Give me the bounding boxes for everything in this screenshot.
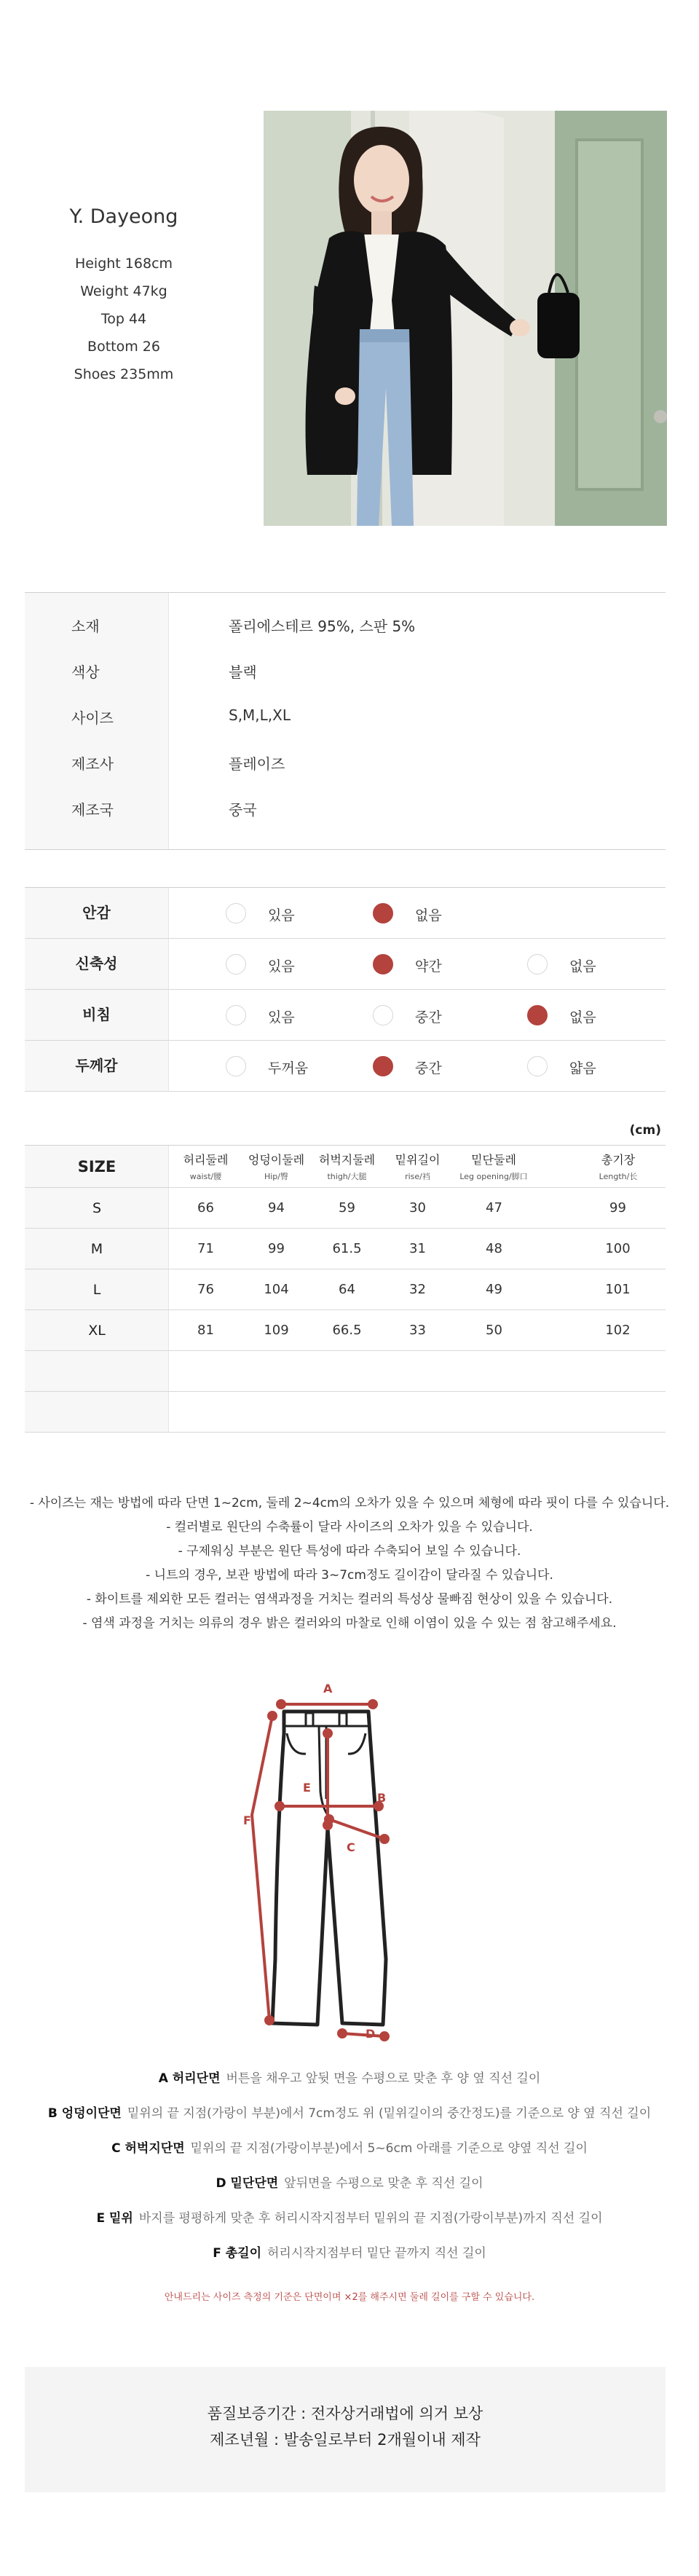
measurement-legend (0, 2061, 699, 2271)
info-label: 소재 (71, 618, 100, 635)
legend-key: D 밑단단면 (216, 2176, 279, 2191)
size-unit: (cm) (629, 1123, 661, 1138)
note-line: - 컬러별로 원단의 수축률이 달라 사이즈의 오차가 있을 수 있습니다. (166, 1520, 533, 1535)
legend-key: E 밑위 (96, 2211, 133, 2226)
info-row-material (25, 602, 666, 647)
note-line: - 구제워싱 부분은 원단 특성에 따라 수축되어 보일 수 있습니다. (178, 1544, 521, 1559)
legend-item-b (0, 2096, 699, 2131)
size-value: 50 (486, 1323, 502, 1338)
size-value: 99 (268, 1241, 285, 1256)
model-weight: Weight 47kg (80, 283, 167, 299)
column-header-rise (382, 1146, 453, 1187)
size-row-empty (25, 1351, 666, 1392)
prop-label: 안감 (25, 888, 169, 938)
option-label: 두꺼움 (268, 1060, 309, 1076)
prop-row-sheerness (25, 990, 666, 1041)
size-value: 76 (197, 1282, 214, 1297)
option-label: 얇음 (569, 1060, 596, 1076)
legend-text: 밑위의 끝 지점(가랑이 부분)에서 7cm정도 위 (밑위길이의 중간정도)를 기준으로 양 옆 직선 길이 (127, 2106, 652, 2121)
model-shoes: Shoes 235mm (74, 366, 174, 382)
radio-dot-selected (527, 1005, 548, 1025)
option-label: 없음 (415, 907, 442, 923)
radio-dot (226, 903, 246, 923)
size-value: 104 (264, 1282, 289, 1297)
size-value: 109 (264, 1323, 289, 1338)
column-header-hip (241, 1146, 312, 1187)
column-subtitle: Hip/臀 (264, 1172, 289, 1181)
prop-row-thickness (25, 1041, 666, 1092)
size-cell-bg (25, 1351, 169, 1391)
radio-dot (226, 1056, 246, 1076)
model-bottom: Bottom 26 (87, 339, 160, 355)
size-value: 30 (409, 1200, 426, 1216)
column-title: 총기장 (601, 1153, 636, 1167)
legend-text: 밑위의 끝 지점(가랑이부분)에서 5~6cm 아래를 기준으로 양옆 직선 길이 (190, 2141, 588, 2156)
legend-item-a (0, 2061, 699, 2096)
option-label: 중간 (415, 1009, 442, 1025)
product-properties-table (25, 887, 666, 1091)
letter-b: B (377, 1791, 387, 1805)
size-value: 66 (197, 1200, 214, 1216)
size-row-m (25, 1229, 666, 1269)
column-header-waist (170, 1146, 241, 1187)
column-subtitle: thigh/大腿 (327, 1172, 367, 1181)
info-label: 색상 (71, 663, 100, 681)
size-value: 66.5 (332, 1323, 362, 1338)
size-value: 64 (339, 1282, 355, 1297)
note-line: - 염색 과정을 거치는 의류의 경우 밝은 컬러와의 마찰로 인해 이염이 있을 수 있는 점 참고해주세요. (82, 1616, 617, 1631)
size-value: 81 (197, 1323, 214, 1338)
column-title: 엉덩이둘레 (248, 1153, 305, 1167)
column-title: 밑위길이 (395, 1153, 441, 1167)
radio-dot (527, 954, 548, 974)
model-height: Height 168cm (74, 256, 173, 272)
size-value: 31 (409, 1241, 426, 1256)
model-info (44, 205, 204, 388)
size-row-s (25, 1188, 666, 1229)
note-line: - 화이트를 제외한 모든 컬러는 염색과정을 거치는 컬러의 특성상 물빠짐 현상이 있을 수 있습니다. (86, 1592, 613, 1607)
model-name: Y. Dayeong (69, 205, 178, 228)
size-value: 33 (409, 1323, 426, 1338)
model-section (0, 111, 699, 533)
column-subtitle: waist/腰 (189, 1172, 222, 1181)
legend-item-e (0, 2201, 699, 2236)
option-label: 없음 (569, 958, 596, 974)
radio-dot (527, 1056, 548, 1076)
info-value: 폴리에스테르 95%, 스판 5% (229, 618, 416, 635)
legend-text: 앞뒤면을 수평으로 맞춘 후 직선 길이 (284, 2176, 483, 2191)
info-row-size (25, 693, 666, 739)
legend-text: 버튼을 채우고 앞뒷 면을 수평으로 맞춘 후 양 옆 직선 길이 (226, 2071, 541, 2086)
size-value: 49 (486, 1282, 502, 1297)
size-row-xl (25, 1310, 666, 1351)
letter-d: D (366, 2027, 376, 2041)
radio-dot (373, 1005, 393, 1025)
pants-diagram (211, 1653, 488, 2047)
prop-label: 신축성 (25, 939, 169, 989)
column-title: 밑단둘레 (471, 1153, 516, 1167)
radio-dot (226, 954, 246, 974)
size-label: S (92, 1200, 102, 1216)
warranty-footer (25, 2367, 666, 2492)
model-top: Top 44 (100, 311, 147, 327)
size-value: 61.5 (332, 1241, 362, 1256)
size-value: 94 (268, 1200, 285, 1216)
legend-text: 바지를 평평하게 맞춘 후 허리시작지점부터 밑위의 끝 지점(가랑이부분)까지 직선 길이 (138, 2211, 603, 2226)
size-value: 59 (339, 1200, 355, 1216)
option-label: 있음 (268, 907, 295, 923)
size-value: 47 (486, 1200, 502, 1216)
size-label: L (92, 1282, 101, 1298)
size-row-l (25, 1269, 666, 1310)
column-header-leg-opening (453, 1146, 534, 1187)
column-header-thigh (312, 1146, 382, 1187)
note-line: - 사이즈는 재는 방법에 따라 단면 1~2cm, 둘레 2~4cm의 오차가 있을 수 있으며 체형에 따라 핏이 다를 수 있습니다. (29, 1496, 670, 1510)
radio-dot-selected (373, 903, 393, 923)
info-value: 블랙 (229, 663, 257, 681)
option-label: 약간 (415, 958, 442, 974)
size-table-header (25, 1146, 666, 1188)
prop-label: 비침 (25, 990, 169, 1040)
radio-dot-selected (373, 1056, 393, 1076)
legend-item-c (0, 2131, 699, 2166)
size-notes (0, 1492, 699, 1636)
option-label: 있음 (268, 958, 295, 974)
prop-label: 두께감 (25, 1041, 169, 1091)
manufacture-date: 제조년월 : 발송일로부터 2개월이내 제작 (210, 2431, 481, 2449)
column-subtitle: Length/长 (599, 1172, 638, 1181)
note-line: - 니트의 경우, 보관 방법에 따라 3~7cm정도 길이감이 달라질 수 있습니다. (146, 1568, 553, 1583)
column-title: 허리둘레 (183, 1153, 229, 1167)
column-title: 허벅지둘레 (318, 1153, 376, 1167)
size-header-label: SIZE (77, 1158, 116, 1175)
info-label: 제조사 (71, 755, 114, 773)
legend-text: 허리시작지점부터 밑단 끝까지 직선 길이 (267, 2246, 486, 2261)
radio-dot (226, 1005, 246, 1025)
column-subtitle: rise/裆 (405, 1172, 430, 1181)
warranty-period: 품질보증기간 : 전자상거래법에 의거 보상 (207, 2405, 483, 2422)
option-label: 중간 (415, 1060, 442, 1076)
letter-c: C (347, 1840, 355, 1854)
size-value: 101 (605, 1282, 631, 1297)
size-value: 99 (609, 1200, 626, 1216)
size-cell-bg (25, 1392, 169, 1432)
info-row-country (25, 785, 666, 831)
info-label: 사이즈 (71, 709, 114, 727)
size-row-empty (25, 1392, 666, 1433)
size-value: 100 (605, 1241, 631, 1256)
size-value: 102 (605, 1323, 631, 1338)
radio-dot-selected (373, 954, 393, 974)
letter-e: E (303, 1781, 311, 1795)
product-info-table (25, 592, 666, 850)
model-photo (264, 111, 667, 526)
legend-key: B 엉덩이단면 (47, 2106, 122, 2121)
info-row-manufacturer (25, 739, 666, 785)
size-label: M (90, 1241, 103, 1257)
info-value: S,M,L,XL (229, 706, 291, 724)
prop-row-stretch (25, 939, 666, 990)
measurement-guide-note: 안내드리는 사이즈 측정의 기준은 단면이며 ×2를 해주시면 둘레 길이를 구할 수 있습니다. (164, 2292, 535, 2303)
info-value: 플레이즈 (229, 755, 285, 773)
measurement-diagram (211, 1653, 488, 2047)
legend-key: C 허벅지단면 (111, 2141, 185, 2156)
legend-item-f (0, 2236, 699, 2271)
info-value: 중국 (229, 801, 257, 819)
info-row-color (25, 647, 666, 693)
size-value: 71 (197, 1241, 214, 1256)
option-label: 없음 (569, 1009, 596, 1025)
legend-key: F 총길이 (213, 2246, 261, 2261)
letter-a: A (323, 1682, 333, 1695)
column-subtitle: Leg opening/脚口 (459, 1172, 528, 1181)
size-table (25, 1145, 666, 1433)
size-value: 32 (409, 1282, 426, 1297)
legend-item-d (0, 2166, 699, 2201)
prop-row-lining (25, 888, 666, 939)
model-photo-illustration (264, 111, 667, 526)
letter-f: F (243, 1813, 251, 1827)
info-label: 제조국 (71, 801, 114, 819)
legend-key: A 허리단면 (158, 2071, 221, 2086)
option-label: 있음 (268, 1009, 295, 1025)
column-header-length (578, 1146, 658, 1187)
size-label: XL (88, 1323, 106, 1339)
size-value: 48 (486, 1241, 502, 1256)
